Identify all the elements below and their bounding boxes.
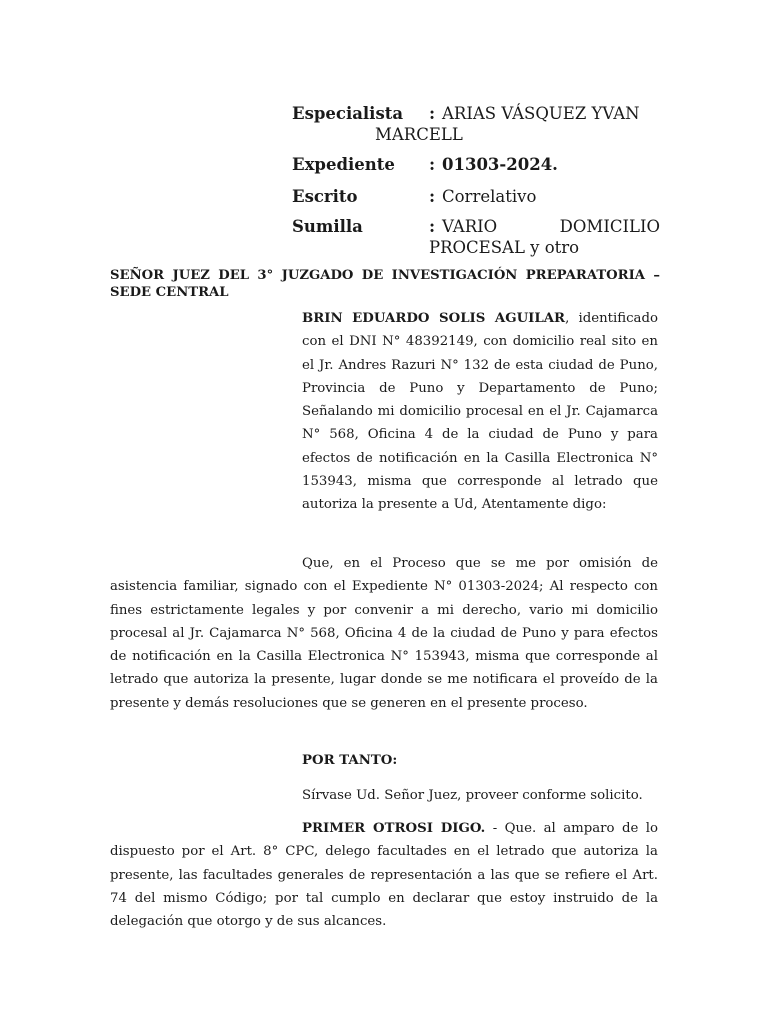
sumilla-word-2: DOMICILIO	[559, 217, 660, 236]
intro-paragraph	[302, 307, 658, 517]
especialista-label: Especialista	[292, 104, 404, 123]
sumilla-word-1: VARIO	[442, 217, 498, 236]
especialista-value-line1: ARIAS VÁSQUEZ YVAN	[442, 104, 640, 123]
otrosi-heading: PRIMER OTROSI DIGO.	[302, 821, 486, 836]
sumilla-colon: :	[429, 217, 436, 236]
sumilla-label: Sumilla	[292, 217, 363, 236]
header-sumilla	[292, 216, 660, 260]
escrito-value: Correlativo	[442, 187, 537, 206]
expediente-colon: :	[429, 155, 436, 174]
especialista-value-line2: MARCELL	[375, 125, 463, 144]
header-expediente	[292, 154, 660, 176]
escrito-label: Escrito	[292, 187, 358, 206]
addressee-heading: SEÑOR JUEZ DEL 3° JUZGADO DE INVESTIGACIÓN PREPARATORIA – SEDE CENTRAL	[110, 268, 660, 300]
intro-text: , identificado con el DNI N° 48392149, con domicilio real sito en el Jr. Andres Razuri N° 132 de esta ciudad de Puno, Provincia de Puno y Departamento de Puno; Señalando mi domicilio procesal en el Jr. Cajamarca N° 568, Oficina 4 de la ciudad de Puno y para efectos de notificación en la Casilla Electronica N° 153943, misma que corresponde al letrado que autoriza la presente a Ud, Atentamente digo:	[302, 311, 658, 513]
escrito-colon: :	[429, 187, 436, 206]
petitioner-name: BRIN EDUARDO SOLIS AGUILAR	[302, 311, 566, 326]
sumilla-value-line1	[442, 216, 660, 237]
sumilla-value-line2: PROCESAL y otro	[429, 238, 580, 257]
sirvase-line: Sírvase Ud. Señor Juez, proveer conforme solicito.	[302, 788, 643, 803]
header-especialista	[292, 103, 660, 147]
otrosi-text: - Que. al amparo de lo dispuesto por el Art. 8° CPC, delego facultades en el letrado que autoriza la presente, las facultades generales de representación a las que se refiere el Art. 74 del mismo Código; por tal cumplo en declarar que estoy instruido de la delegación que otorgo y de sus alcances.	[110, 821, 659, 930]
por-tanto-heading: POR TANTO:	[302, 753, 398, 768]
main-paragraph: Que, en el Proceso que se me por omisión de asistencia familiar, signado con el Expediente N° 01303-2024; Al respecto con fines estrictamente legales y por convenir a mi derecho, vario mi domicilio procesal al Jr. Cajamarca N° 568, Oficina 4 de la ciudad de Puno y para efectos de notificación en la Casilla Electronica N° 153943, misma que corresponde al letrado que autoriza la presente, lugar donde se me notificara el proveído de la presente y demás resoluciones que se generen en el presente proceso.	[110, 556, 658, 711]
expediente-value: 01303-2024.	[442, 155, 558, 174]
otrosi-paragraph	[110, 817, 658, 933]
header-escrito	[292, 186, 660, 208]
expediente-label: Expediente	[292, 155, 395, 174]
especialista-colon: :	[429, 104, 436, 123]
